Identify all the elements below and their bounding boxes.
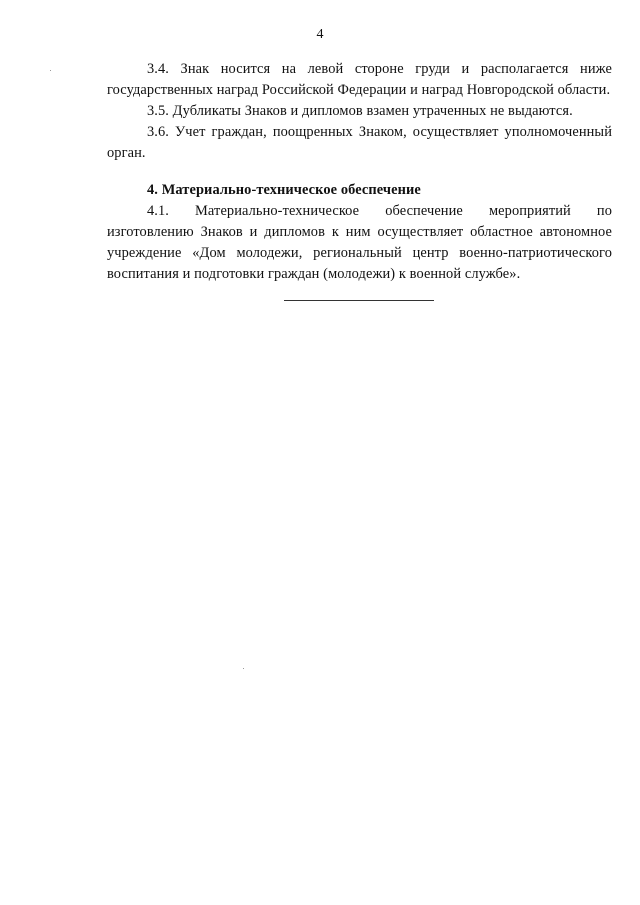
paragraph-4-1: 4.1. Материально-техническое обеспечение мероприятий по изготовлению Знаков и дипломов к ним осуществляет областное автономное учреждение «Дом молодежи, региональный центр военно-патриотического воспитания и подготовки граждан (молодежи) к военной службе». [107, 203, 612, 282]
paragraph-3-5: 3.5. Дубликаты Знаков и дипломов взамен утраченных не выдаются. [147, 103, 573, 119]
end-of-document-rule [284, 300, 434, 301]
page-number: 4 [316, 27, 324, 42]
section-heading-4: 4. Материально-техническое обеспечение [147, 182, 421, 198]
scan-artifact-dot [50, 70, 51, 71]
paragraph-3-4: 3.4. Знак носится на левой стороне груди и располагается ниже государственных наград Российской Федерации и наград Новгородской области. [107, 61, 612, 98]
scan-artifact-dot [243, 668, 244, 669]
paragraph-3-6: 3.6. Учет граждан, поощренных Знаком, осуществляет уполномоченный орган. [107, 124, 612, 161]
document-body [107, 59, 612, 285]
